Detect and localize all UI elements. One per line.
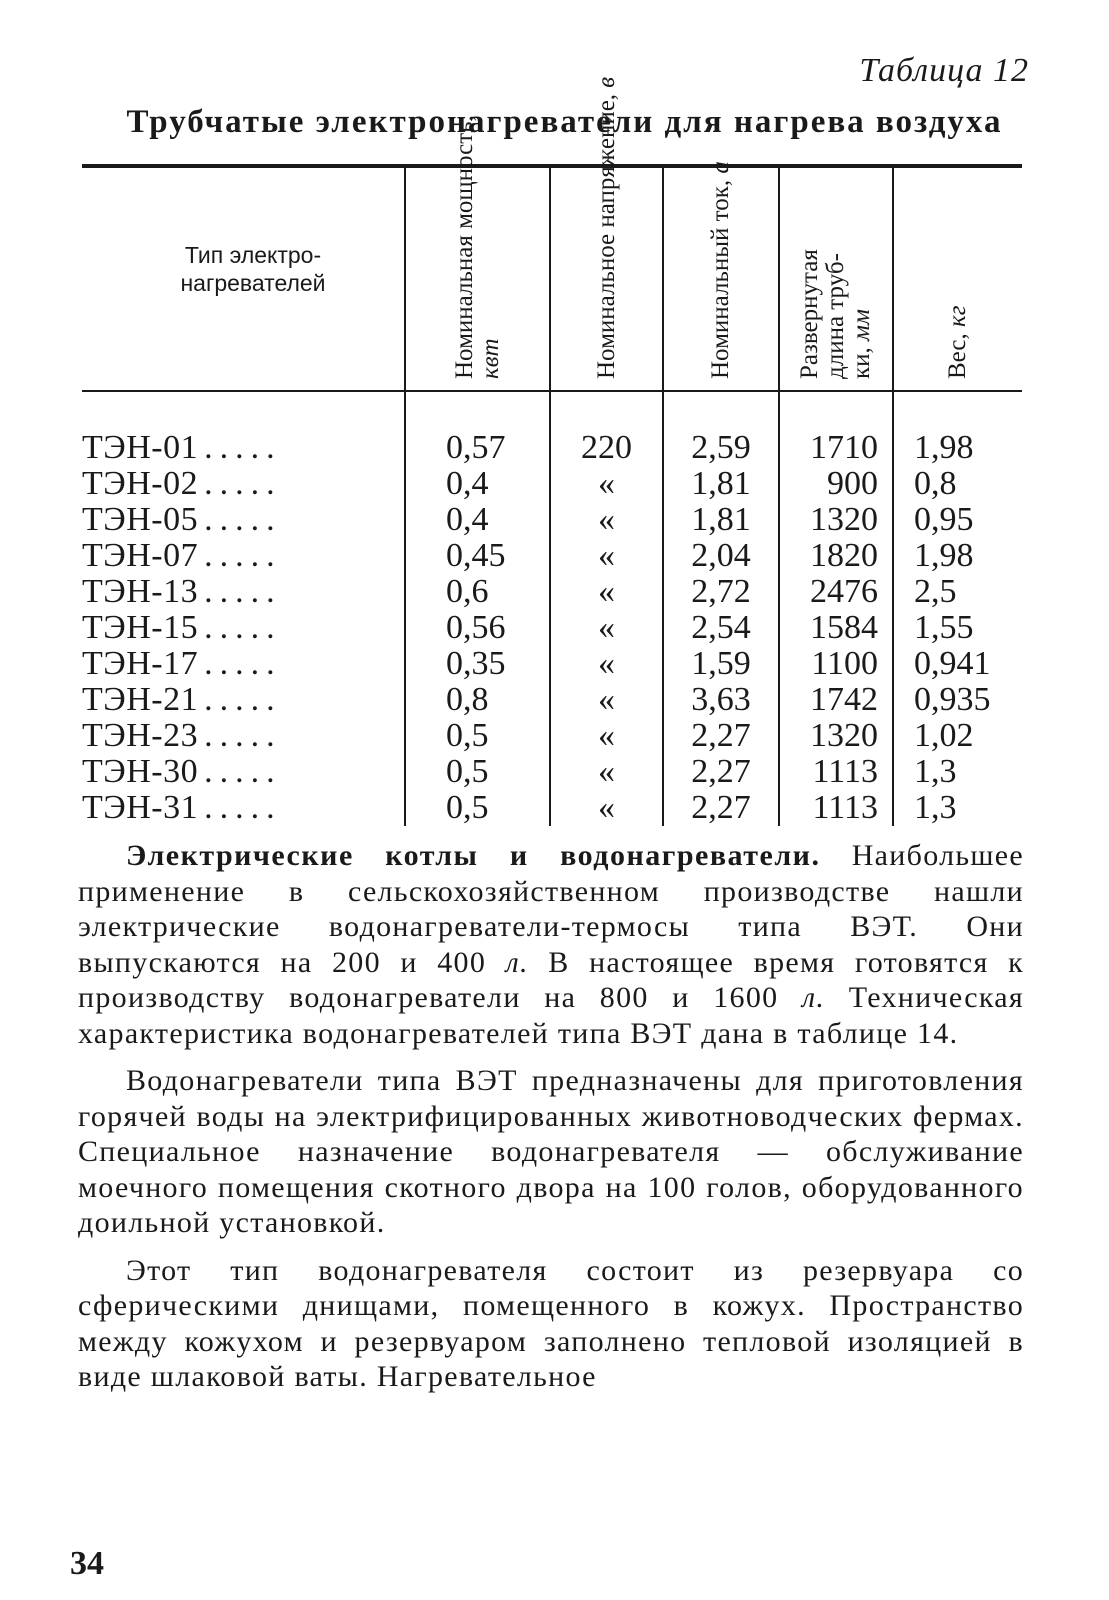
table-row [82, 391, 1022, 466]
cell-type [82, 391, 405, 466]
cell-weight: 1,98 [893, 538, 1022, 574]
cell-power: 0,45 [405, 538, 550, 574]
leader-dots: ..... [204, 538, 282, 574]
paragraph-1-unit-1: л. [505, 945, 529, 979]
cell-current: 2,27 [663, 790, 779, 826]
cell-voltage: « [550, 466, 663, 502]
cell-power: 0,4 [405, 502, 550, 538]
leader-dots: ..... [204, 466, 282, 502]
cell-type [82, 502, 405, 538]
cell-weight: 1,98 [893, 391, 1022, 466]
type-name: ТЭН-30 [82, 754, 199, 790]
cell-current: 1,59 [663, 646, 779, 682]
cell-type [82, 790, 405, 826]
leader-dots: ..... [204, 610, 282, 646]
paragraph-1-unit-2: л. [802, 981, 826, 1014]
header-length-line1: Развернутая [796, 249, 823, 379]
table-row [82, 502, 1022, 538]
cell-power: 0,5 [405, 790, 550, 826]
cell-voltage: « [550, 790, 663, 826]
paragraph-1-part-b: В настоящее время готовятся к производству водонагреватели на 800 и 1600 [78, 945, 1024, 1014]
header-voltage-label: Номинальное напряжение, [592, 93, 620, 379]
header-length-line3: ки, [848, 347, 875, 379]
cell-weight: 1,55 [893, 610, 1022, 646]
cell-voltage: « [550, 718, 663, 754]
cell-type [82, 682, 405, 718]
header-power-unit: квт [476, 338, 504, 379]
table-row [82, 754, 1022, 790]
cell-voltage: « [550, 754, 663, 790]
cell-current: 2,59 [663, 391, 779, 466]
cell-type [82, 574, 405, 610]
cell-type [82, 646, 405, 682]
cell-weight: 1,02 [893, 718, 1022, 754]
cell-current: 1,81 [663, 502, 779, 538]
cell-power: 0,6 [405, 574, 550, 610]
table-row [82, 574, 1022, 610]
cell-power: 0,4 [405, 466, 550, 502]
table-header-row [82, 166, 1022, 391]
header-current [663, 161, 779, 391]
cell-power: 0,8 [405, 682, 550, 718]
cell-voltage: « [550, 574, 663, 610]
cell-voltage: « [550, 646, 663, 682]
type-name: ТЭН-13 [82, 574, 199, 610]
leader-dots: ..... [204, 429, 282, 466]
type-name: ТЭН-15 [82, 610, 199, 646]
cell-current: 3,63 [663, 682, 779, 718]
leader-dots: ..... [204, 574, 282, 610]
cell-type [82, 610, 405, 646]
type-name: ТЭН-31 [82, 790, 199, 826]
cell-power: 0,57 [405, 391, 550, 466]
header-length-unit: мм [848, 309, 875, 341]
cell-type [82, 466, 405, 502]
table-title-text: Трубчатые электронагреватели для нагрева воздуха [126, 104, 1003, 140]
leader-dots: ..... [204, 502, 282, 538]
table-row [82, 466, 1022, 502]
leader-dots: ..... [204, 682, 282, 718]
paragraph-3: Этот тип водонагревателя состоит из резервуара со сферическими днищами, помещенного в кожух. Пространство между кожухом и резервуаром заполнено тепловой изоляцией в виде шлаковой ваты. Нагревательное [78, 1253, 1024, 1393]
cell-type [82, 538, 405, 574]
type-name: ТЭН-01 [82, 429, 199, 466]
table-row [82, 790, 1022, 826]
leader-dots: ..... [204, 754, 282, 790]
header-weight-label: Вес, [944, 333, 971, 379]
header-voltage [550, 76, 663, 391]
cell-length: 1113 [779, 754, 893, 790]
table-number: Таблица 12 [859, 52, 1029, 89]
leader-dots: ..... [204, 646, 282, 682]
type-name: ТЭН-17 [82, 646, 199, 682]
header-power-label: Номинальная мощность, [450, 115, 478, 379]
page-number: 34 [70, 1545, 104, 1582]
cell-current: 1,81 [663, 466, 779, 502]
header-current-unit: а [707, 161, 734, 174]
header-type [82, 166, 405, 391]
header-weight-unit: кг [944, 305, 971, 327]
cell-power: 0,5 [405, 718, 550, 754]
header-voltage-unit: в [592, 76, 620, 88]
cell-length: 1710 [779, 391, 893, 466]
cell-length: 1100 [779, 646, 893, 682]
cell-current: 2,27 [663, 754, 779, 790]
header-current-label: Номинальный ток, [707, 179, 734, 379]
cell-length: 1113 [779, 790, 893, 826]
header-type-label: Тип электро-нагревателей [180, 242, 326, 296]
cell-type [82, 754, 405, 790]
table-body [82, 391, 1022, 826]
cell-length: 1320 [779, 502, 893, 538]
table-row [82, 538, 1022, 574]
cell-current: 2,04 [663, 538, 779, 574]
cell-type [82, 718, 405, 754]
paragraph-2: Водонагреватели типа ВЭТ предназначены для приготовления горячей воды на электрифицированных животноводческих фермах. Специальное назначение водонагревателя — обслуживание моечного помещения скотного двора на 100 голов, оборудованного доильной установкой. [78, 1064, 1024, 1239]
cell-length: 1584 [779, 610, 893, 646]
table-row [82, 610, 1022, 646]
type-name: ТЭН-05 [82, 502, 199, 538]
cell-length: 2476 [779, 574, 893, 610]
cell-weight: 2,5 [893, 574, 1022, 610]
paragraph-1 [78, 838, 1024, 1051]
paragraph-1-part-c: Техническая характеристика водонагревателей типа ВЭТ дана в таблице 14. [78, 981, 1024, 1050]
cell-voltage: « [550, 682, 663, 718]
cell-power: 0,35 [405, 646, 550, 682]
cell-power: 0,5 [405, 754, 550, 790]
cell-current: 2,54 [663, 610, 779, 646]
type-name: ТЭН-02 [82, 466, 199, 502]
paragraph-1-part-a: Наибольшее применение в сельскохозяйственном производстве нашли электрические водонагреватели-термосы типа ВЭТ. Они выпускаются на 200 и 400 [78, 839, 1024, 979]
cell-voltage: 220 [550, 391, 663, 466]
cell-power: 0,56 [405, 610, 550, 646]
cell-length: 900 [779, 466, 893, 502]
paragraph-1-heading: Электрические котлы и водонагреватели. [126, 839, 821, 872]
cell-length: 1742 [779, 682, 893, 718]
cell-weight: 0,935 [893, 682, 1022, 718]
cell-weight: 0,941 [893, 646, 1022, 682]
cell-voltage: « [550, 538, 663, 574]
table-title [0, 104, 1109, 141]
cell-weight: 1,3 [893, 790, 1022, 826]
cell-current: 2,27 [663, 718, 779, 754]
cell-weight: 0,8 [893, 466, 1022, 502]
cell-weight: 0,95 [893, 502, 1022, 538]
cell-current: 2,72 [663, 574, 779, 610]
type-name: ТЭН-21 [82, 682, 199, 718]
table-row [82, 646, 1022, 682]
cell-length: 1320 [779, 718, 893, 754]
cell-voltage: « [550, 502, 663, 538]
leader-dots: ..... [204, 790, 282, 826]
cell-weight: 1,3 [893, 754, 1022, 790]
header-weight [893, 166, 1022, 391]
cell-length: 1820 [779, 538, 893, 574]
table-row [82, 718, 1022, 754]
body-text [78, 838, 1024, 1407]
type-name: ТЭН-07 [82, 538, 199, 574]
header-length-line2: длина труб- [822, 253, 849, 379]
type-name: ТЭН-23 [82, 718, 199, 754]
leader-dots: ..... [204, 718, 282, 754]
table-row [82, 682, 1022, 718]
cell-voltage: « [550, 610, 663, 646]
header-power [405, 115, 550, 391]
header-length [779, 166, 893, 391]
